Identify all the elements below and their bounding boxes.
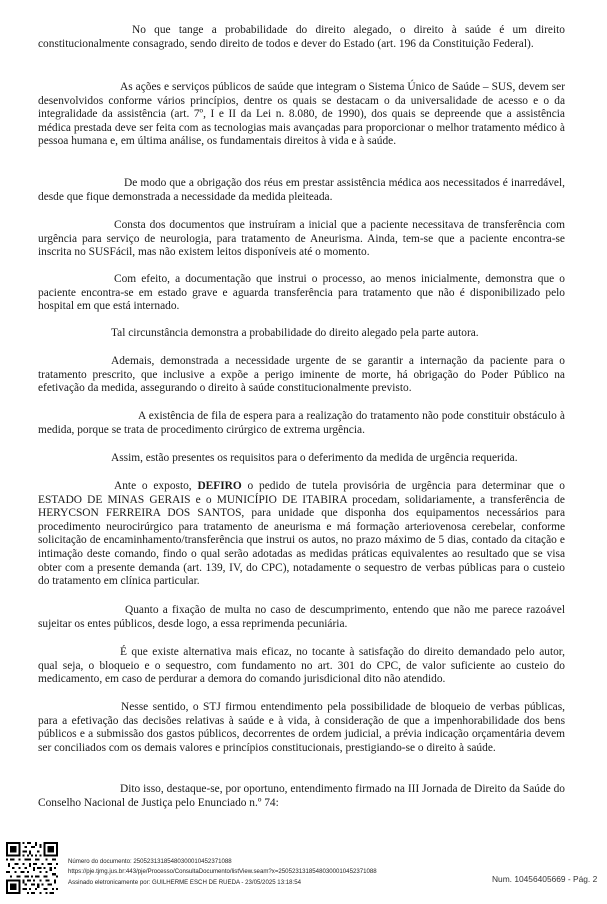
page-number: Num. 10456405669 - Pág. 2: [492, 874, 598, 884]
electronic-signature: Assinado eletronicamente por: GUILHERME ESCH DE RUEDA - 23/05/2025 13:18:54: [68, 878, 302, 886]
document-number: Número do documento: 25052313185480300010452371088: [68, 858, 232, 865]
document-url[interactable]: https://pje.tjmg.jus.br:443/pje/Processo/ConsultaDocumento/listView.seam?x=25052313185480300010452371088: [68, 868, 377, 876]
paragraph-9: Assim, estão presentes os requisitos para o deferimento da medida de urgência requerida.: [111, 452, 518, 464]
qr-code: [6, 842, 58, 894]
paragraph-13: Dito isso, destaque-se, por oportuno, entendimento firmado na III Jornada de Direito da Saúde do Conselho Nacional de Justiça pelo Enunciado n.º 74:: [38, 783, 565, 809]
decision-lead: Ante o exposto,: [114, 480, 192, 492]
paragraph-5: Com efeito, a documentação que instrui o processo, ao menos inicialmente, demonstra que o paciente encontra-se em estado grave e aguarda transferência para tratamento que não é disponibilizado pelo hospital em que está internado.: [38, 273, 565, 313]
paragraph-6: Tal circunstância demonstra a probabilidade do direito alegado pela parte autora.: [111, 327, 479, 339]
paragraph-4: Consta dos documentos que instruíram a inicial que a paciente necessitava de transferência com urgência para serviço de neurologia, para tratamento de Aneurisma. Ainda, tem-se que a paciente encontra-se inscrita no SUSFácil, mas não existem leitos disponíveis até o momento.: [38, 219, 565, 259]
paragraph-12: Nesse sentido, o STJ firmou entendimento pela possibilidade de bloqueio de verbas públicas, para a efetivação das decisões relativas à saúde e à vida, à consideração de que a impenhorabilidade dos bens públicos e a submissão dos gastos públicos, decorrentes de ordem judicial, a prévia indicação orçamentária devem ser conciliados com os demais valores e princípios constitucionais, prestigiando-se o direito à saúde.: [38, 701, 565, 754]
decision-keyword: DEFIRO: [197, 480, 242, 492]
paragraph-3: De modo que a obrigação dos réus em prestar assistência médica aos necessitados é inarredável, desde que fique demonstrada a necessidade da medida pleiteada.: [38, 177, 565, 203]
document-metadata: [68, 857, 488, 888]
paragraph-1: No que tange a probabilidade do direito alegado, o direito à saúde é um direito constitucionalmente consagrado, sendo direito de todos e dever do Estado (art. 196 da Constituição Federal).: [38, 24, 565, 50]
paragraph-2: As ações e serviços públicos de saúde que integram o Sistema Único de Saúde – SUS, devem ser desenvolvidos conforme vários princípios, dentre os quais se destacam o da universalidade de acesso e o da integralidade da assistência (art. 7º, I e II da Lei n. 8.080, de 1990), dos quais se depreende que a assistência médica prestada deve ser feita com as tecnologias mais avançadas para proporcionar o melhor tratamento médico à pessoa humana e, em última análise, os fundamentais direitos à vida e à saúde.: [38, 81, 565, 148]
paragraph-10: Quanto a fixação de multa no caso de descumprimento, entendo que não me parece razoável sujeitar os entes públicos, desde logo, a essa reprimenda pecuniária.: [38, 604, 565, 630]
decision-body: o pedido de tutela provisória de urgência para determinar que o ESTADO DE MINAS GERAIS e o MUNICÍPIO DE ITABIRA procedam, solidariamente, a transferência de HERYCSON FERREIRA DOS SANTOS, para unidade que disponha dos equipamentos necessários para procedimento neurocirúrgico para tratamento de aneurisma e má formação arteriovenosa cerebelar, conforme solicitação de encaminhamento/transferência que instrui os autos, no prazo máximo de 5 dias, contado da citação e intimação deste comando, findo o qual serão adotadas as medidas práticas equivalentes ao resultado que se visa obter com a presente demanda (art. 139, IV, do CPC), notadamente o sequestro de verbas públicas para o custeio do tratamento em clínica particular.: [38, 480, 565, 588]
paragraph-11: É que existe alternativa mais eficaz, no tocante à satisfação do direito demandado pelo autor, qual seja, o bloqueio e o sequestro, com fundamento no art. 301 do CPC, de valor suficiente ao custeio do medicamento, em caso de perdurar a demora do comando jurisdicional dito não atendido.: [38, 646, 565, 686]
paragraph-7: Ademais, demonstrada a necessidade urgente de se garantir a internação da paciente para o tratamento prescrito, que inclusive a expõe a perigo iminente de morte, há obrigação do Poder Público na efetivação da medida, assegurando o direito à saúde constitucionalmente previsto.: [38, 355, 565, 395]
paragraph-8: A existência de fila de espera para a realização do tratamento não pode constituir obstáculo à medida, porque se trata de procedimento cirúrgico de extrema urgência.: [38, 410, 565, 436]
decision-paragraph: [38, 480, 565, 589]
